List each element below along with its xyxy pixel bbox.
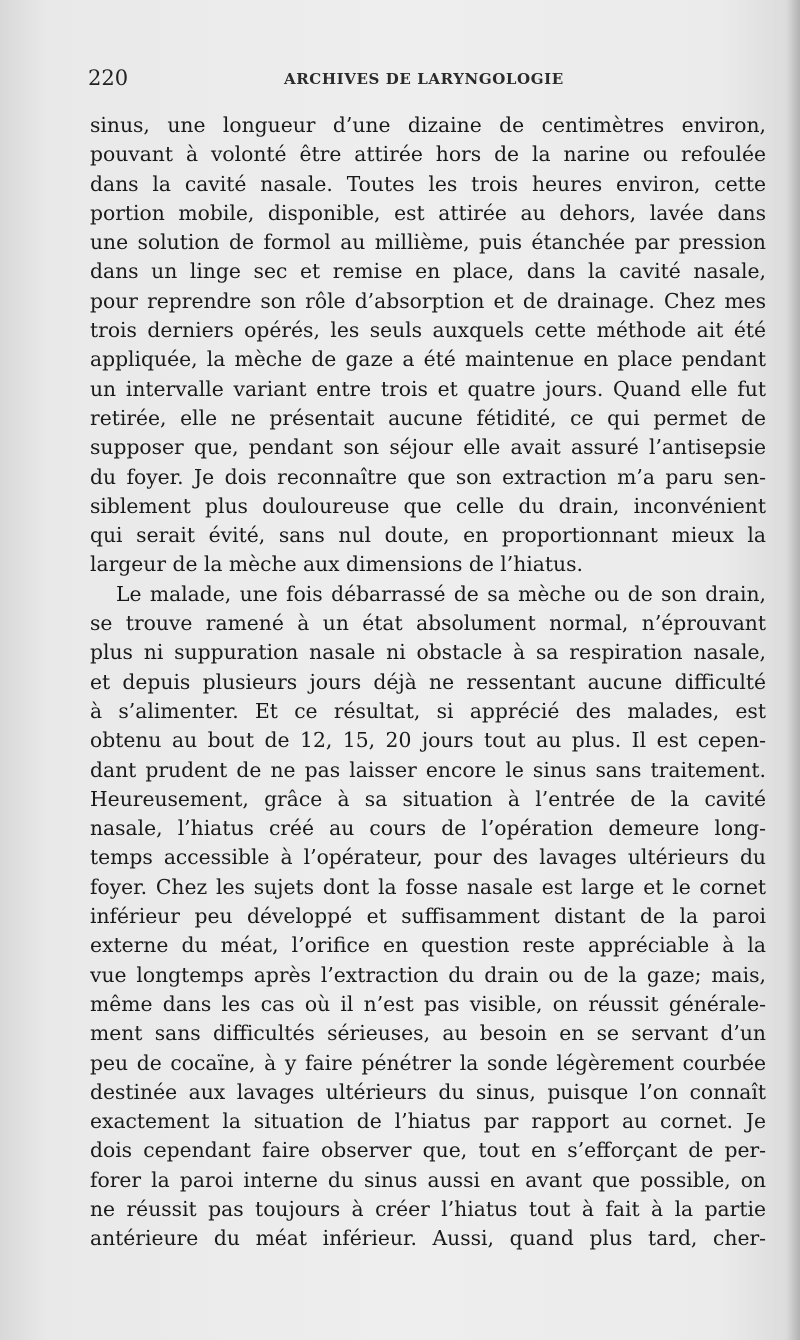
- text-line: vue longtemps après l’extraction du drain ou de la gaze; mais,: [90, 962, 766, 987]
- text-line: un intervalle variant entre trois et quatre jours. Quand elle fut: [90, 376, 766, 401]
- text-line: exactement la situation de l’hiatus par rapport au cornet. Je: [90, 1109, 766, 1134]
- text-line: temps accessible à l’opérateur, pour des lavages ultérieurs du: [90, 845, 766, 870]
- body-text: [90, 111, 766, 1261]
- text-line: plus ni suppuration nasale ni obstacle à sa respiration nasale,: [90, 640, 766, 665]
- text-line: et depuis plusieurs jours déjà ne ressentant aucune difficulté: [90, 669, 766, 694]
- text-line: obtenu au bout de 12, 15, 20 jours tout au plus. Il est cepen-: [90, 728, 766, 753]
- text-line: nasale, l’hiatus créé au cours de l’opération demeure long-: [90, 816, 766, 841]
- text-line: dans un linge sec et remise en place, dans la cavité nasale,: [90, 259, 766, 284]
- text-line: même dans les cas où il n’est pas visible, on réussit générale-: [90, 991, 766, 1016]
- text-line: sinus, une longueur d’une dizaine de centimètres environ,: [90, 113, 766, 137]
- text-line: forer la paroi interne du sinus aussi en avant que possible, on: [90, 1167, 766, 1192]
- text-line: ne réussit pas toujours à créer l’hiatus tout à fait à la partie: [90, 1196, 766, 1221]
- text-line: Heureusement, grâce à sa situation à l’entrée de la cavité: [90, 786, 766, 811]
- text-line: à s’alimenter. Et ce résultat, si apprécié des malades, est: [90, 698, 766, 723]
- paragraph-2: [90, 580, 766, 1254]
- paragraph-1: [90, 111, 766, 580]
- text-line: peu de cocaïne, à y faire pénétrer la sonde légèrement courbée: [90, 1050, 766, 1075]
- text-line: dant prudent de ne pas laisser encore le sinus sans traitement.: [90, 757, 766, 782]
- text-line: dans la cavité nasale. Toutes les trois heures environ, cette: [90, 171, 766, 196]
- text-line: pour reprendre son rôle d’absorption et de drainage. Chez mes: [90, 288, 766, 313]
- text-line: destinée aux lavages ultérieurs du sinus, puisque l’on connaît: [90, 1079, 766, 1104]
- text-line: du foyer. Je dois reconnaître que son extraction m’a paru sen-: [90, 464, 766, 489]
- text-line: ment sans difficultés sérieuses, au besoin en se servant d’un: [90, 1021, 766, 1046]
- text-line: antérieure du méat inférieur. Aussi, quand plus tard, cher-: [90, 1226, 766, 1251]
- text-line: pouvant à volonté être attirée hors de la narine ou refoulée: [90, 142, 766, 167]
- text-line: dois cependant faire observer que, tout en s’efforçant de per-: [90, 1138, 766, 1163]
- text-line: se trouve ramené à un état absolument normal, n’éprouvant: [90, 611, 766, 636]
- text-line: inférieur peu développé et suffisamment distant de la paroi: [90, 904, 766, 929]
- text-line: supposer que, pendant son séjour elle avait assuré l’antisepsie: [90, 435, 766, 460]
- text-line: siblement plus douloureuse que celle du drain, inconvénient: [90, 493, 766, 518]
- text-line: externe du méat, l’orifice en question reste appréciable à la: [90, 933, 766, 958]
- text-line: portion mobile, disponible, est attirée au dehors, lavée dans: [90, 200, 766, 225]
- running-head: [88, 63, 752, 93]
- text-line: retirée, elle ne présentait aucune fétidité, ce qui permet de: [90, 405, 766, 430]
- text-line: appliquée, la mèche de gaze a été maintenue en place pendant: [90, 347, 766, 372]
- text-line: une solution de formol au millième, puis étanchée par pression: [90, 230, 766, 255]
- text-line: trois derniers opérés, les seuls auxquels cette méthode ait été: [90, 318, 766, 343]
- page-edge-shadow: [786, 0, 800, 1340]
- journal-title: ARCHIVES DE LARYNGOLOGIE: [284, 70, 564, 88]
- text-line: Le malade, une fois débarrassé de sa mèche ou de son drain,: [116, 581, 766, 606]
- text-line: largeur de la mèche aux dimensions de l’hiatus.: [90, 552, 583, 577]
- page-number: 220: [88, 66, 129, 90]
- text-line: foyer. Chez les sujets dont la fosse nasale est large et le cornet: [90, 874, 766, 899]
- text-line: qui serait évité, sans nul doute, en proportionnant mieux la: [90, 523, 766, 548]
